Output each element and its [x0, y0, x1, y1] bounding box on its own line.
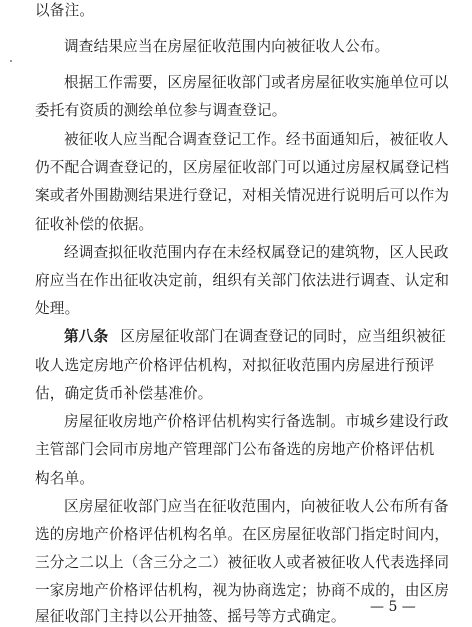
text-line: 府应当在作出征收决定前，组织有关部门依法进行调查、认定和 [35, 272, 450, 289]
article-label: 第八条 [64, 328, 109, 345]
text-line: 委托有资质的测绘单位参与调查登记。 [35, 102, 287, 119]
text-line: 一家房地产价格评估机构，视为协商选定；协商不成的，由区房 [35, 582, 450, 599]
text-line: 被征收人应当配合调查登记工作。经书面通知后，被征收人 [64, 131, 449, 148]
article-text: 区房屋征收部门在调查登记的同时，应当组织被征 [120, 328, 446, 345]
text-line: 选的房地产价格评估机构名单。在区房屋征收部门指定时间内， [35, 526, 450, 543]
article-line [64, 328, 456, 346]
text-line: 根据工作需要，区房屋征收部门或者房屋征收实施单位可以 [64, 74, 449, 91]
text-line: 屋征收部门主持以公开抽签、摇号等方式确定。 [35, 608, 346, 625]
text-line: 案或者外围勘测结果进行登记，对相关情况进行说明后可以作为 [35, 187, 450, 204]
text-line: 仍不配合调查登记的，区房屋征收部门可以通过房屋权属登记档 [35, 159, 450, 176]
text-line: 以备注。 [35, 2, 95, 19]
text-line: 估，确定货币补偿基准价。 [35, 385, 213, 402]
text-line: 房屋征收房地产价格评估机构实行备选制。市城乡建设行政 [64, 413, 449, 430]
page-number: — 5 — [370, 599, 416, 615]
text-line: 征收补偿的依据。 [35, 216, 154, 233]
text-line: 三分之二以上（含三分之二）被征收人或者被征收人代表选择同 [35, 554, 450, 571]
text-line: 收人选定房地产价格评估机构，对拟征收范围内房屋进行预评 [35, 357, 435, 374]
text-line: 构名单。 [35, 470, 95, 487]
text-line: 调查结果应当在房屋征收范围内向被征收人公布。 [64, 38, 390, 55]
text-line: 主管部门会同市房地产管理部门公布备选的房地产价格评估机 [35, 441, 435, 458]
text-line: 处理。 [35, 300, 80, 317]
text-line: 经调查拟征收范围内存在未经权属登记的建筑物，区人民政 [64, 244, 449, 261]
text-line: 区房屋征收部门应当在征收范围内，向被征收人公布所有备 [64, 498, 449, 515]
